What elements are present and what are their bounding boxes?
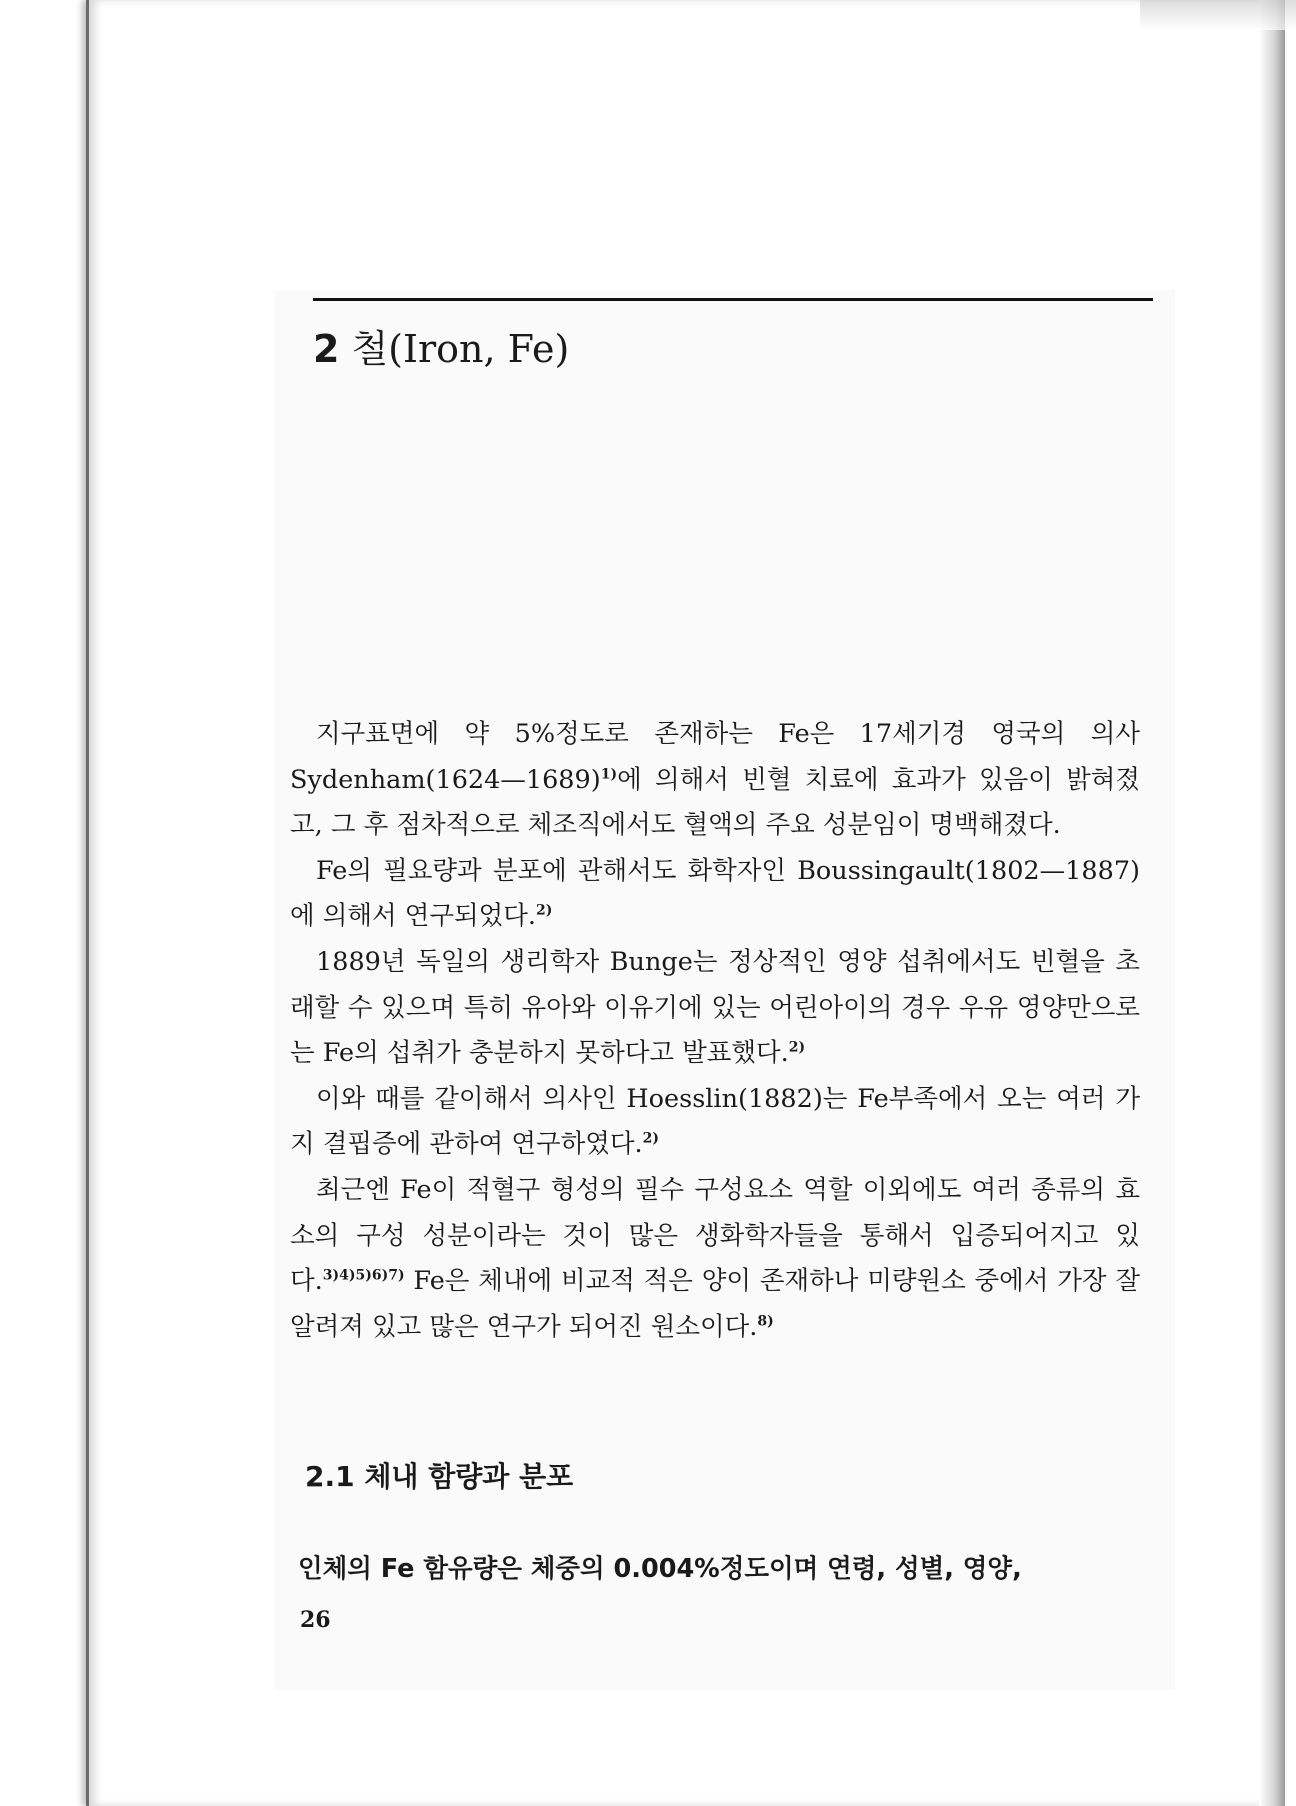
title-rule xyxy=(313,298,1153,301)
paragraph-text: 이와 때를 같이해서 의사인 Hoesslin(1882)는 Fe부족에서 오는 여러 가지 결핍증에 관하여 연구하였다. xyxy=(290,1083,1140,1160)
reference-marker: 1) xyxy=(600,766,618,783)
paragraph-text: 최근엔 Fe이 적혈구 형성의 필수 구성요소 역할 이외에도 여러 종류의 효소의 구성 성분이라는 것이 많은 생화학자들을 통해서 입증되어지고 있다. xyxy=(290,1174,1140,1297)
paragraph-text: Fe은 체내에 비교적 적은 양이 존재하나 미량원소 중에서 가장 잘 알려져 있고 많은 연구가 되어진 원소이다. xyxy=(290,1266,1140,1342)
body-paragraph xyxy=(290,1168,1140,1350)
paragraph-text: 지구표면에 약 5%정도로 존재하는 Fe은 17세기경 영국의 의사 Sydenham(1624—1689) xyxy=(290,719,1140,795)
page-corner-shadow xyxy=(1140,0,1296,30)
reference-marker: 2) xyxy=(642,1130,660,1147)
paragraph-text: Fe의 필요량과 분포에 관해서도 화학자인 Boussingault(1802—1887)에 의해서 연구되었다. xyxy=(290,855,1140,932)
body-paragraph xyxy=(290,849,1140,940)
reference-marker: 2) xyxy=(536,902,553,919)
reference-marker: 3)4)5)6)7) xyxy=(322,1267,405,1284)
section-number: 2.1 xyxy=(305,1460,355,1493)
chapter-title xyxy=(313,318,569,373)
paragraph-text: 1889년 독일의 생리학자 Bunge는 정상적인 영양 섭취에서도 빈혈을 초래할 수 있으며 특히 유아와 이유기에 있는 어린아이의 경우 우유 영양만으로는 Fe의 섭취가 충분하지 못하다고 발표했다. xyxy=(290,946,1140,1069)
chapter-number: 2 xyxy=(313,327,340,371)
chapter-title-text: 철(Iron, Fe) xyxy=(351,327,570,371)
paragraph-text: 에 의해서 빈혈 치료에 효과가 있음이 밝혀졌고, 그 후 점차적으로 체조직에서도 혈액의 주요 성분임이 명백해졌다. xyxy=(290,764,1140,841)
body-paragraph xyxy=(290,1077,1140,1168)
body-paragraph xyxy=(290,940,1140,1077)
section-title: 체내 함량과 분포 xyxy=(364,1460,574,1493)
page-edge-shadow xyxy=(1259,0,1285,1806)
section-first-line: 인체의 Fe 함유량은 체중의 0.004%정도이며 연령, 성별, 영양, xyxy=(298,1554,1022,1584)
reference-marker: 8) xyxy=(757,1313,774,1330)
body-paragraph xyxy=(290,712,1140,849)
body-text xyxy=(290,712,1140,1350)
reference-marker: 2) xyxy=(788,1039,806,1056)
section-heading xyxy=(305,1455,573,1495)
page-number: 26 xyxy=(300,1607,331,1633)
